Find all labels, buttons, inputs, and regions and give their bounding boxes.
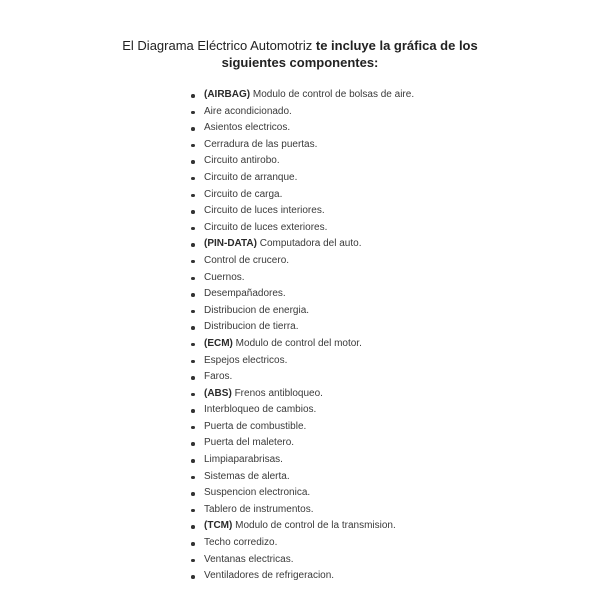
list-item bbox=[188, 518, 508, 535]
list-item bbox=[188, 552, 508, 569]
component-label: Distribucion de energia. bbox=[204, 304, 310, 316]
component-label: Circuito de luces exteriores. bbox=[204, 221, 328, 233]
components-list bbox=[188, 87, 508, 585]
component-label: Circuito de carga. bbox=[204, 188, 283, 200]
component-label: Faros. bbox=[204, 371, 233, 383]
component-label: Aire acondicionado. bbox=[204, 105, 292, 117]
list-item bbox=[188, 353, 508, 370]
component-label: Modulo de control de la transmision. bbox=[235, 520, 396, 532]
component-label: Frenos antibloqueo. bbox=[234, 387, 323, 399]
component-abbreviation: (AIRBAG) bbox=[204, 89, 251, 100]
list-item bbox=[188, 485, 508, 502]
list-item bbox=[188, 568, 508, 585]
list-item bbox=[188, 535, 508, 552]
list-item bbox=[188, 187, 508, 204]
list-item bbox=[188, 270, 508, 287]
page-heading bbox=[90, 37, 510, 71]
heading-bold-text: te incluye la gráfica de los siguientes componentes: bbox=[221, 38, 478, 70]
component-label: Control de crucero. bbox=[204, 254, 290, 266]
component-label: Circuito de arranque. bbox=[204, 171, 298, 183]
list-item bbox=[188, 452, 508, 469]
component-label: Computadora del auto. bbox=[259, 238, 362, 250]
list-item bbox=[188, 502, 508, 519]
component-label: Ventiladores de refrigeracion. bbox=[204, 570, 335, 582]
list-item bbox=[188, 386, 508, 403]
list-item bbox=[188, 336, 508, 353]
list-item bbox=[188, 236, 508, 253]
list-item bbox=[188, 319, 508, 336]
component-label: Cerradura de las puertas. bbox=[204, 138, 318, 150]
component-label: Circuito antirobo. bbox=[204, 155, 280, 167]
list-item bbox=[188, 402, 508, 419]
component-label: Tablero de instrumentos. bbox=[204, 503, 314, 515]
list-item bbox=[188, 87, 508, 104]
component-label: Interbloqueo de cambios. bbox=[204, 404, 317, 416]
component-abbreviation: (ABS) bbox=[204, 387, 232, 399]
list-item bbox=[188, 104, 508, 121]
list-item bbox=[188, 220, 508, 237]
component-label: Circuito de luces interiores. bbox=[204, 205, 325, 217]
component-label: Modulo de control de bolsas de aire. bbox=[252, 89, 415, 100]
list-item bbox=[188, 369, 508, 386]
component-label: Puerta de combustible. bbox=[204, 420, 307, 432]
component-label: Puerta del maletero. bbox=[204, 437, 295, 449]
list-item bbox=[188, 469, 508, 486]
component-label: Modulo de control del motor. bbox=[235, 337, 362, 349]
component-label: Distribucion de tierra. bbox=[204, 321, 299, 333]
component-abbreviation: (ECM) bbox=[204, 337, 233, 349]
list-item bbox=[188, 170, 508, 187]
list-item bbox=[188, 120, 508, 137]
list-item bbox=[188, 203, 508, 220]
list-item bbox=[188, 435, 508, 452]
component-label: Desempañadores. bbox=[204, 288, 286, 300]
list-item bbox=[188, 137, 508, 154]
component-label: Suspencion electronica. bbox=[204, 487, 311, 499]
heading-normal-text: El Diagrama Eléctrico Automotriz bbox=[122, 38, 313, 53]
list-item bbox=[188, 286, 508, 303]
list-item bbox=[188, 419, 508, 436]
component-label: Asientos electricos. bbox=[204, 122, 291, 134]
list-item bbox=[188, 253, 508, 270]
component-label: Limpiaparabrisas. bbox=[204, 454, 283, 466]
component-label: Cuernos. bbox=[204, 271, 245, 283]
list-item bbox=[188, 153, 508, 170]
component-label: Espejos electricos. bbox=[204, 354, 288, 366]
list-item bbox=[188, 303, 508, 320]
component-label: Sistemas de alerta. bbox=[204, 470, 290, 482]
component-abbreviation: (TCM) bbox=[204, 520, 233, 532]
component-label: Ventanas electricas. bbox=[204, 553, 294, 565]
component-abbreviation: (PIN-DATA) bbox=[204, 238, 257, 250]
component-label: Techo corredizo. bbox=[204, 537, 278, 549]
